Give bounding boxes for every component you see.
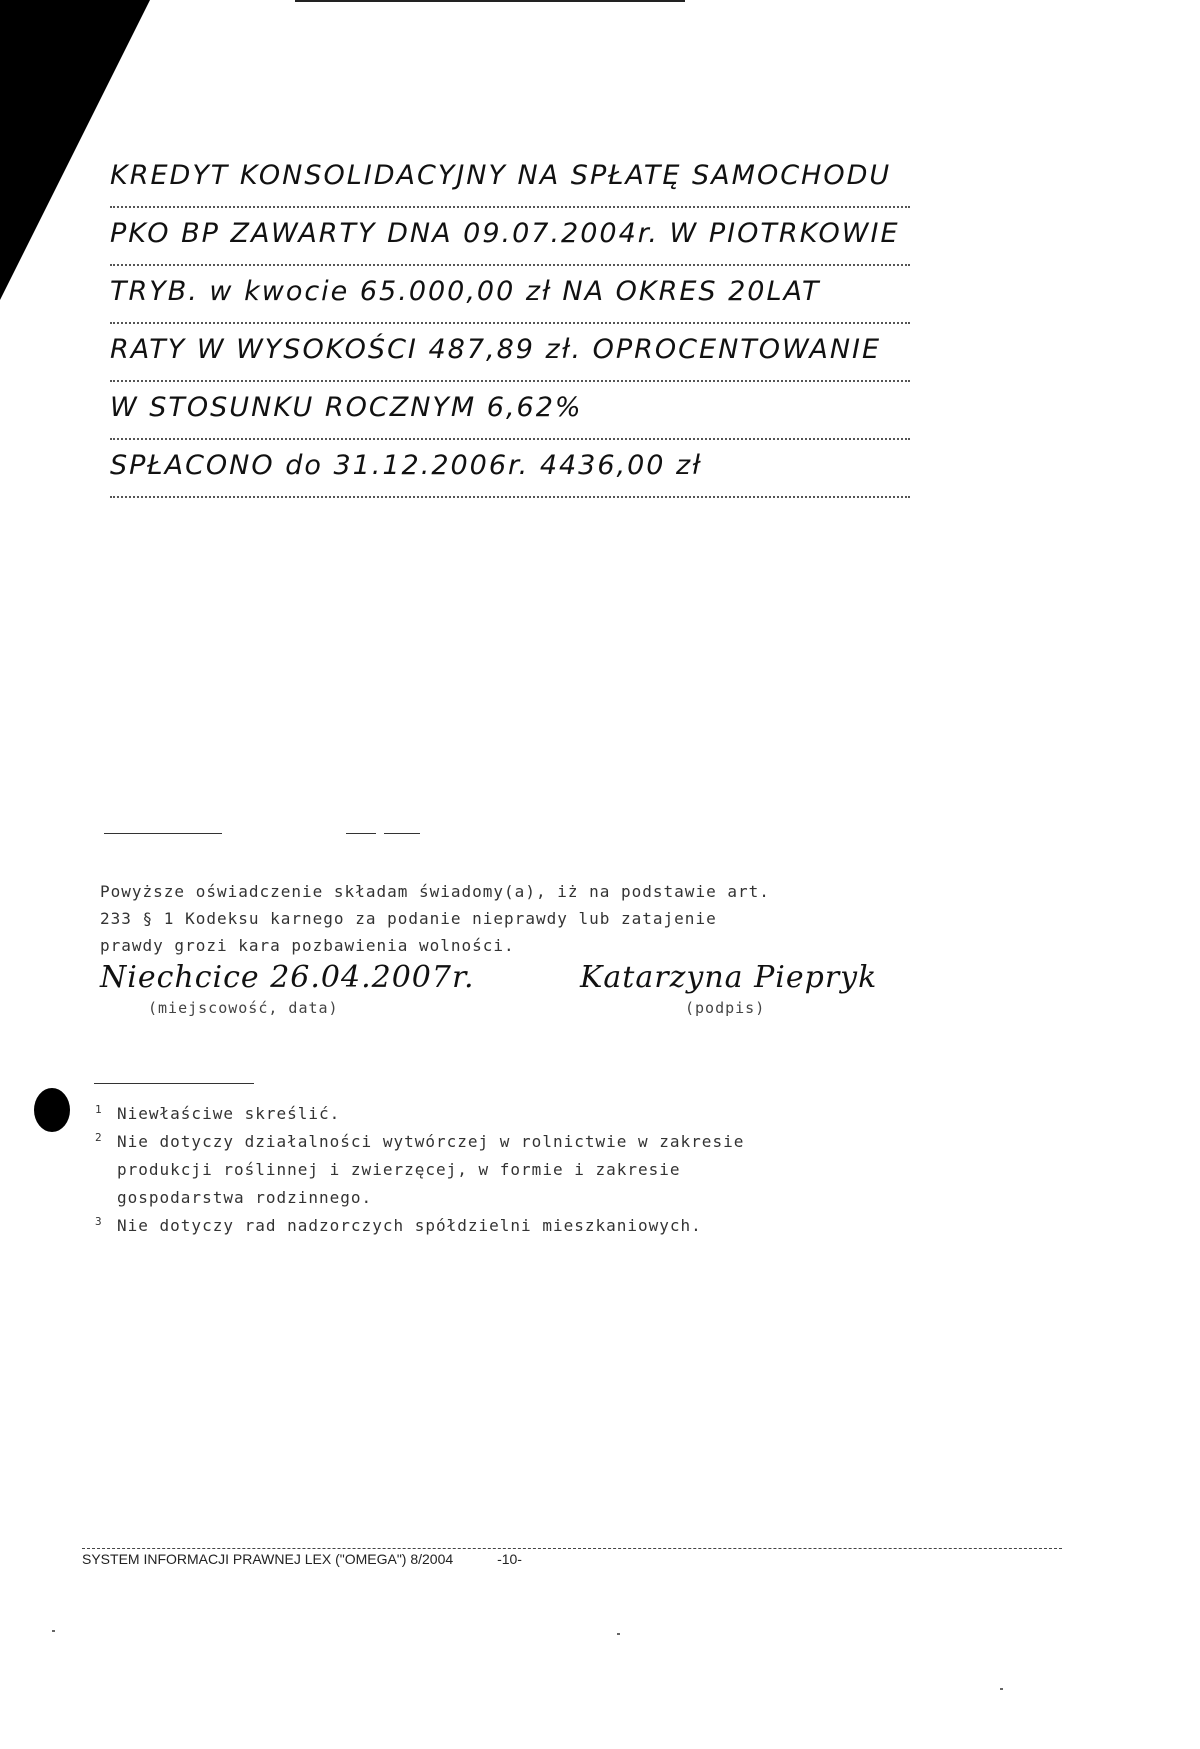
footnote-divider xyxy=(94,1083,254,1084)
handwritten-signature: Katarzyna Piepryk xyxy=(580,960,878,995)
handwritten-line: PKO BP ZAWARTY DNA 09.07.2004r. W PIOTRKOWIE xyxy=(110,208,910,266)
place-date-caption: (miejscowość, data) xyxy=(148,999,339,1017)
scan-speck xyxy=(52,1630,55,1632)
divider-dash xyxy=(104,833,222,834)
scan-speck xyxy=(617,1633,620,1635)
footnote-mark: 2 xyxy=(95,1131,103,1144)
footnotes xyxy=(95,1100,955,1240)
punch-hole xyxy=(34,1088,70,1132)
footnote xyxy=(95,1128,955,1212)
footer-page-number: -10- xyxy=(497,1551,522,1567)
footnote-mark: 3 xyxy=(95,1215,103,1228)
place-date-handwritten: Niechcice 26.04.2007r. xyxy=(100,960,475,995)
handwritten-line: KREDYT KONSOLIDACYJNY NA SPŁATĘ SAMOCHODU xyxy=(110,150,910,208)
statement-line: prawdy grozi kara pozbawienia wolności. xyxy=(100,936,515,955)
footnote-line: Niewłaściwe skreślić. xyxy=(117,1104,341,1123)
divider-dash xyxy=(346,833,376,834)
statement-line: 233 § 1 Kodeksu karnego za podanie nieprawdy lub zatajenie xyxy=(100,909,717,928)
handwritten-line: RATY W WYSOKOŚCI 487,89 zł. OPROCENTOWANIE xyxy=(110,324,910,382)
page-footer xyxy=(82,1551,1062,1567)
footer-source: SYSTEM INFORMACJI PRAWNEJ LEX ("OMEGA") 8/2004 xyxy=(82,1551,454,1567)
handwritten-line: W STOSUNKU ROCZNYM 6,62% xyxy=(110,382,910,440)
top-rule xyxy=(295,0,685,2)
scan-speck xyxy=(1000,1688,1003,1690)
footnote-line: Nie dotyczy rad nadzorczych spółdzielni mieszkaniowych. xyxy=(117,1216,702,1235)
footnote-line: produkcji roślinnej i zwierzęcej, w formie i zakresie xyxy=(117,1160,681,1179)
place-date-block xyxy=(100,960,475,1017)
handwritten-line: TRYB. w kwocie 65.000,00 zł NA OKRES 20LAT xyxy=(110,266,910,324)
divider-dash xyxy=(384,833,420,834)
footnote xyxy=(95,1100,955,1128)
handwritten-line: SPŁACONO do 31.12.2006r. 4436,00 zł xyxy=(110,440,910,498)
footnote-line: Nie dotyczy działalności wytwórczej w rolnictwie w zakresie xyxy=(117,1132,745,1151)
footnote-line: gospodarstwa rodzinnego. xyxy=(117,1188,373,1207)
footnote xyxy=(95,1212,955,1240)
signature-block xyxy=(580,960,877,1017)
footnote-mark: 1 xyxy=(95,1103,103,1116)
handwritten-declaration xyxy=(110,150,910,498)
footer-rule xyxy=(82,1548,1062,1549)
legal-statement xyxy=(100,878,940,959)
statement-line: Powyższe oświadczenie składam świadomy(a), iż na podstawie art. xyxy=(100,882,770,901)
signature-caption: (podpis) xyxy=(685,999,766,1017)
